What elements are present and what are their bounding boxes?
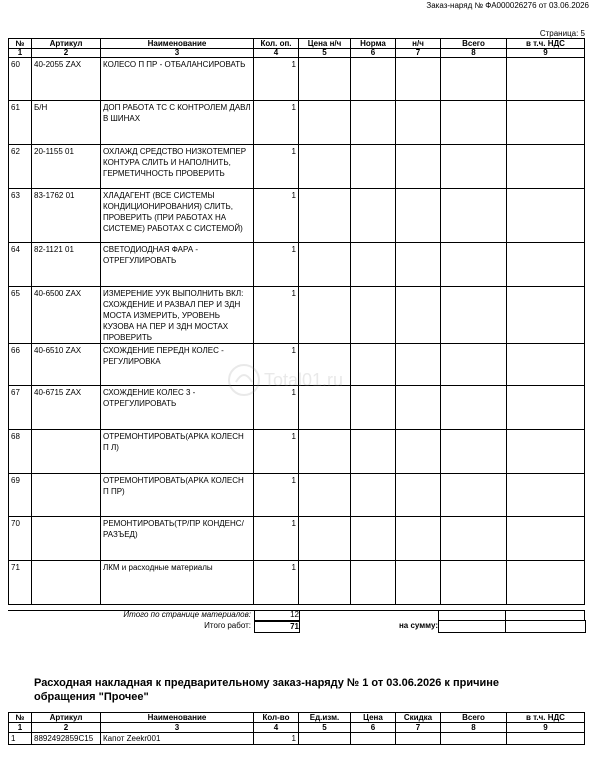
col-number: 3 (101, 49, 254, 58)
invoice-table (8, 712, 585, 745)
col-number: 5 (299, 723, 351, 733)
row-qty: 1 (254, 430, 299, 474)
col-header-n: № (9, 39, 32, 49)
totals-block (8, 610, 584, 632)
row-article: 83-1762 01 (32, 189, 101, 243)
col-header-price: Цена (351, 713, 396, 723)
row-name: ЛКМ и расходные материалы (101, 561, 254, 605)
row-number: 62 (9, 145, 32, 189)
col-header-discount: Скидка (396, 713, 441, 723)
table-row (9, 243, 585, 287)
table-row (9, 101, 585, 145)
row-name: СВЕТОДИОДНАЯ ФАРА - ОТРЕГУЛИРОВАТЬ (101, 243, 254, 287)
col-header-unit: Ед.изм. (299, 713, 351, 723)
row-qty: 1 (254, 344, 299, 386)
row-qty: 1 (254, 733, 299, 745)
sum-vat-cell (505, 620, 586, 633)
table-row (9, 189, 585, 243)
row-name: КОЛЕСО П ПР - ОТБАЛАНСИРОВАТЬ (101, 58, 254, 101)
col-header-vat: в т.ч. НДС (507, 713, 585, 723)
row-number: 67 (9, 386, 32, 430)
col-header-qty: Кол. оп. (254, 39, 299, 49)
table-row (9, 58, 585, 101)
col-number: 3 (101, 723, 254, 733)
materials-total-label: Итого по странице материалов: (123, 610, 251, 619)
sum-total-cell (438, 620, 506, 633)
watermark-text: Total01.ru (264, 370, 344, 390)
watermark-logo (226, 360, 366, 400)
row-article (32, 474, 101, 517)
row-qty: 1 (254, 386, 299, 430)
row-number: 1 (9, 733, 32, 745)
row-number: 64 (9, 243, 32, 287)
col-header-vat: в т.ч. НДС (507, 39, 585, 49)
table-row (9, 561, 585, 605)
row-article: 20-1155 01 (32, 145, 101, 189)
sum-label: на сумму: (398, 621, 438, 630)
row-name: ИЗМЕРЕНИЕ УУК ВЫПОЛНИТЬ ВКЛ: СХОЖДЕНИЕ И РАЗВАЛ ПЕР И ЗДН МОСТА ИЗМЕРИТЬ, УРОВЕНЬ КУЗОВА НА ПЕР И ЗДН МОСТАХ ПРОВЕРИТЬ (101, 287, 254, 344)
row-qty: 1 (254, 561, 299, 605)
row-name: СХОЖДЕНИЕ КОЛЕС 3 - ОТРЕГУЛИРОВАТЬ (101, 386, 254, 430)
row-number: 63 (9, 189, 32, 243)
col-number: 2 (32, 723, 101, 733)
row-name: Капот Zeekr001 (101, 733, 254, 745)
col-number: 2 (32, 49, 101, 58)
row-qty: 1 (254, 145, 299, 189)
row-number: 60 (9, 58, 32, 101)
works-table (8, 38, 585, 605)
col-header-name: Наименование (101, 39, 254, 49)
order-reference: Заказ-наряд № ФА000026276 от 03.06.2026 (426, 1, 589, 10)
row-number: 70 (9, 517, 32, 561)
col-number: 4 (254, 723, 299, 733)
works-header-row (9, 39, 585, 49)
col-number: 7 (396, 49, 441, 58)
col-number: 9 (507, 49, 585, 58)
table-row (9, 430, 585, 474)
row-number: 66 (9, 344, 32, 386)
col-header-price: Цена н/ч (299, 39, 351, 49)
row-number: 71 (9, 561, 32, 605)
col-number: 8 (441, 723, 507, 733)
row-qty: 1 (254, 58, 299, 101)
col-header-article: Артикул (32, 713, 101, 723)
col-number: 7 (396, 723, 441, 733)
row-name: ОТРЕМОНТИРОВАТЬ(АРКА КОЛЕСН П ПР) (101, 474, 254, 517)
col-header-total: Всего (441, 713, 507, 723)
row-number: 65 (9, 287, 32, 344)
col-number: 1 (9, 49, 32, 58)
col-number: 9 (507, 723, 585, 733)
row-qty: 1 (254, 287, 299, 344)
row-article: 82-1121 01 (32, 243, 101, 287)
row-name: РЕМОНТИРОВАТЬ(ТР/ПР КОНДЕНС/РАЗЪЕД) (101, 517, 254, 561)
col-header-norm: Норма (351, 39, 396, 49)
page-number: Страница: 5 (539, 29, 585, 38)
row-qty: 1 (254, 517, 299, 561)
table-row (9, 287, 585, 344)
col-number: 6 (351, 723, 396, 733)
row-qty: 1 (254, 243, 299, 287)
materials-total-value: 12 (254, 610, 300, 621)
row-name: ОХЛАЖД СРЕДСТВО НИЗКОТЕМПЕР КОНТУРА СЛИТЬ И НАПОЛНИТЬ, ГЕРМЕТИЧНОСТЬ ПРОВЕРИТЬ (101, 145, 254, 189)
row-article: 40-6510 ZAX (32, 344, 101, 386)
col-header-name: Наименование (101, 713, 254, 723)
col-number: 5 (299, 49, 351, 58)
row-article: 40-6500 ZAX (32, 287, 101, 344)
table-row (9, 517, 585, 561)
col-header-qty: Кол-во (254, 713, 299, 723)
invoice-header-row (9, 713, 585, 723)
col-header-total: Всего (441, 39, 507, 49)
row-article: Б/Н (32, 101, 101, 145)
row-number: 61 (9, 101, 32, 145)
invoice-number-row (9, 723, 585, 733)
row-article: 8892492859C15 (32, 733, 101, 745)
row-name: ДОП РАБОТА ТС С КОНТРОЛЕМ ДАВЛ В ШИНАХ (101, 101, 254, 145)
row-name: СХОЖДЕНИЕ ПЕРЕДН КОЛЕС - РЕГУЛИРОВКА (101, 344, 254, 386)
row-number: 69 (9, 474, 32, 517)
col-number: 6 (351, 49, 396, 58)
works-number-row (9, 49, 585, 58)
row-number: 68 (9, 430, 32, 474)
col-header-nh: н/ч (396, 39, 441, 49)
row-article (32, 517, 101, 561)
works-total-value: 71 (254, 621, 300, 633)
col-header-n: № (9, 713, 32, 723)
table-row (9, 733, 585, 745)
col-number: 1 (9, 723, 32, 733)
row-article: 40-6715 ZAX (32, 386, 101, 430)
table-row (9, 474, 585, 517)
col-number: 4 (254, 49, 299, 58)
row-article (32, 430, 101, 474)
row-qty: 1 (254, 189, 299, 243)
col-header-article: Артикул (32, 39, 101, 49)
table-row (9, 145, 585, 189)
row-name: ОТРЕМОНТИРОВАТЬ(АРКА КОЛЕСН П Л) (101, 430, 254, 474)
col-number: 8 (441, 49, 507, 58)
row-name: ХЛАДАГЕНТ (ВСЕ СИСТЕМЫ КОНДИЦИОНИРОВАНИЯ) СЛИТЬ, ПРОВЕРИТЬ (ПРИ РАБОТАХ НА СИСТЕМЕ) РАБОТАХ С СИСТЕМОЙ) (101, 189, 254, 243)
row-article: 40-2055 ZAX (32, 58, 101, 101)
invoice-title: Расходная накладная к предварительному заказ-наряду № 1 от 03.06.2026 к причине обращения "Прочее" (34, 677, 499, 703)
works-total-label: Итого работ: (204, 621, 251, 630)
row-article (32, 561, 101, 605)
row-qty: 1 (254, 474, 299, 517)
row-qty: 1 (254, 101, 299, 145)
